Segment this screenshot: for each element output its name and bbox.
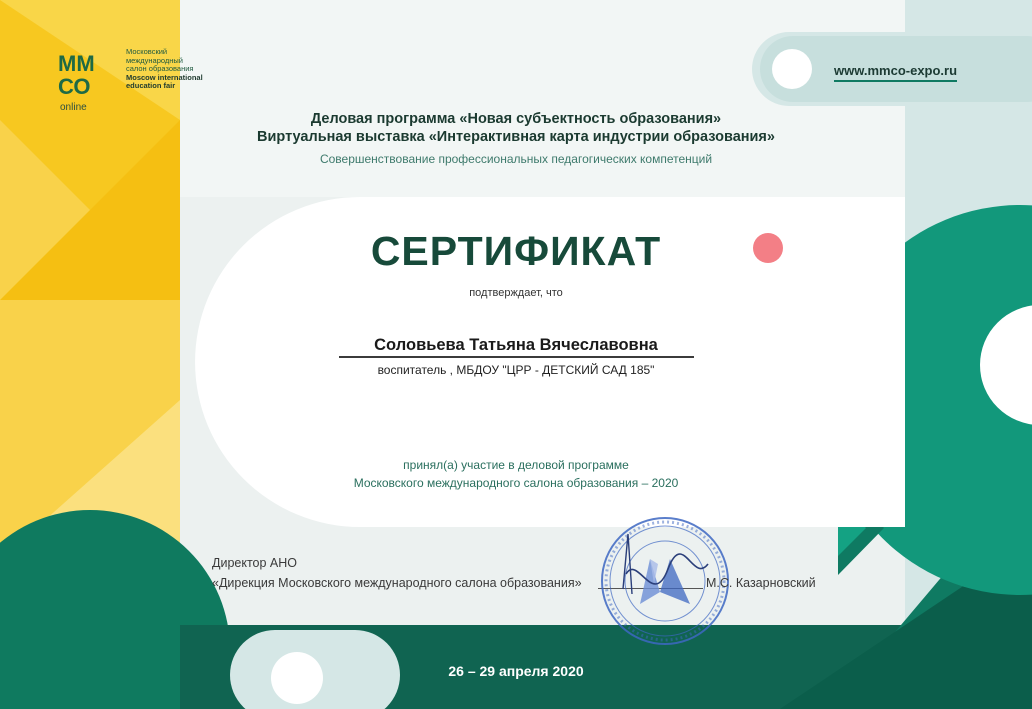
- participation-text-line1: принял(а) участие в деловой программе: [403, 458, 629, 472]
- logo-text-line: салон образования: [126, 64, 194, 74]
- event-dates: 26 – 29 апреля 2020: [448, 663, 584, 679]
- confirms-text: подтверждает, что: [469, 287, 563, 299]
- name-underline: [339, 356, 694, 358]
- certificate-title: СЕРТИФИКАТ: [370, 228, 662, 274]
- recipient-position: воспитатель , МБДОУ "ЦРР - ДЕТСКИЙ САД 185": [377, 363, 655, 377]
- director-title: Директор АНО: [212, 556, 298, 570]
- virtual-exhibition-title: Виртуальная выставка «Интерактивная карта индустрии образования»: [257, 129, 775, 145]
- business-program-title: Деловая программа «Новая субъектность образования»: [310, 111, 722, 127]
- svg-text:СО: СО: [58, 74, 91, 96]
- mmco-logo-icon: [58, 52, 122, 96]
- participation-text-line2: Московского международного салона образования – 2020: [353, 476, 679, 490]
- recipient-name: Соловьева Татьяна Вячеславовна: [374, 336, 658, 354]
- header-subtitle: Совершенствование профессиональных педагогических компетенций: [319, 152, 713, 166]
- signer-name: М.С. Казарновский: [706, 576, 816, 590]
- logo-text-line: Московский: [126, 47, 168, 56]
- logo-online-label: online: [60, 102, 87, 113]
- svg-text:ММ: ММ: [58, 52, 95, 76]
- logo-text-line: международный: [126, 55, 183, 65]
- logo-text: [126, 48, 203, 91]
- logo-text-en-line: Moscow international: [126, 72, 203, 82]
- director-organization: «Дирекция Московского международного салона образования»: [212, 576, 582, 590]
- logo-text-en-line: education fair: [126, 81, 176, 91]
- website-link-wrapper: [834, 62, 957, 80]
- website-link[interactable]: www.mmco-expo.ru: [834, 63, 957, 82]
